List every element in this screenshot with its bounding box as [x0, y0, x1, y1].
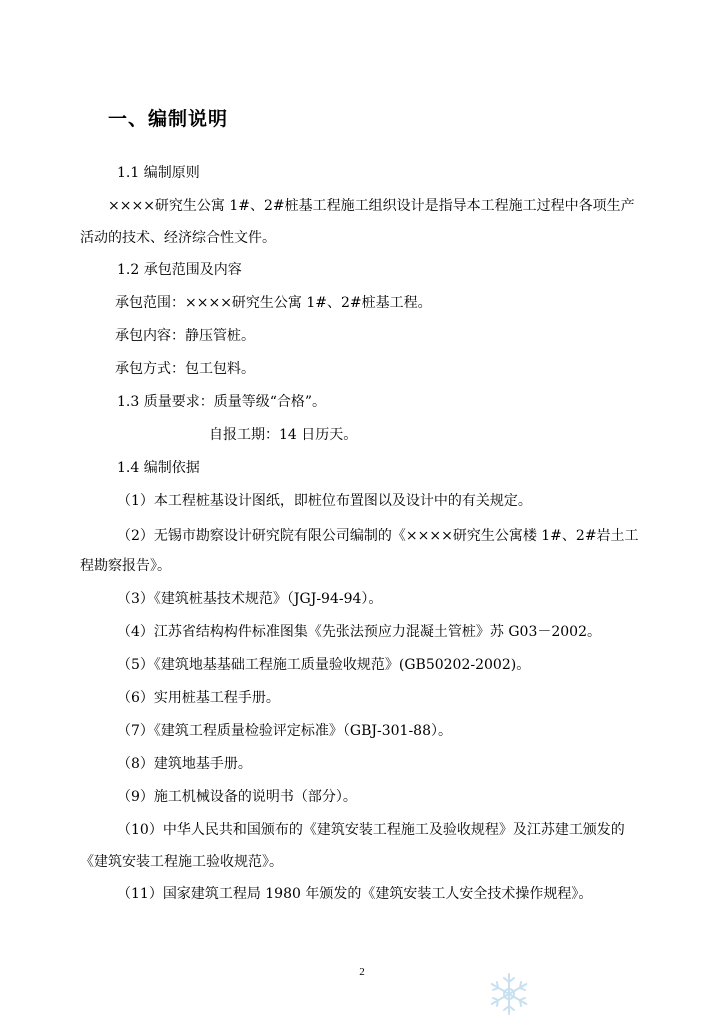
contract-scope-line: 承包范围：××××研究生公寓 1#、2#桩基工程。 [115, 295, 432, 311]
section-heading: 一、编制说明 [108, 108, 229, 130]
basis-item: （6）实用桩基工程手册。 [117, 690, 280, 706]
page-number: 2 [359, 966, 365, 978]
basis-item: （10）中华人民共和国颁布的《建筑安装工程施工及验收规程》及江苏建工颁发的 [117, 822, 625, 838]
subsection-1-1-title: 1.1 编制原则 [117, 165, 200, 181]
basis-item: （2）无锡市勘察设计研究院有限公司编制的《××××研究生公寓楼 1#、2#岩土工 [117, 528, 639, 544]
contract-method-line: 承包方式：包工包料。 [115, 361, 255, 377]
basis-item: （1）本工程桩基设计图纸，即桩位布置图以及设计中的有关规定。 [117, 493, 532, 509]
subsection-1-4-title: 1.4 编制依据 [117, 460, 200, 476]
basis-item: （5）《建筑地基基础工程施工质量验收规范》(GB50202-2002)。 [117, 657, 531, 673]
basis-item-continuation: 《建筑安装工程施工验收规范》。 [80, 854, 283, 870]
basis-item-continuation: 程勘察报告》。 [80, 558, 171, 574]
snowflake-watermark-icon [483, 968, 535, 1020]
basis-item: （3）《建筑桩基技术规范》（JGJ-94-94）。 [117, 591, 383, 607]
basis-item: （7）《建筑工程质量检验评定标准》（GBJ-301-88）。 [117, 723, 452, 739]
schedule-line: 自报工期：14 日历天。 [209, 427, 358, 443]
subsection-1-3-title: 1.3 质量要求：质量等级“合格”。 [117, 394, 327, 410]
basis-item: （11）国家建筑工程局 1980 年颁发的《建筑安装工人安全技术操作规程》。 [117, 886, 593, 902]
basis-item: （9）施工机械设备的说明书（部分）。 [117, 789, 357, 805]
subsection-1-2-title: 1.2 承包范围及内容 [117, 262, 242, 278]
basis-item: （8）建筑地基手册。 [117, 756, 252, 772]
paragraph-line: ××××研究生公寓 1#、2#桩基工程施工组织设计是指导本工程施工过程中各项生产 [108, 198, 635, 214]
paragraph-line: 活动的技术、经济综合性文件。 [80, 230, 276, 246]
contract-content-line: 承包内容：静压管桩。 [115, 328, 255, 344]
basis-item: （4）江苏省结构构件标准图集《先张法预应力混凝土管桩》苏 G03－2002。 [117, 624, 601, 640]
